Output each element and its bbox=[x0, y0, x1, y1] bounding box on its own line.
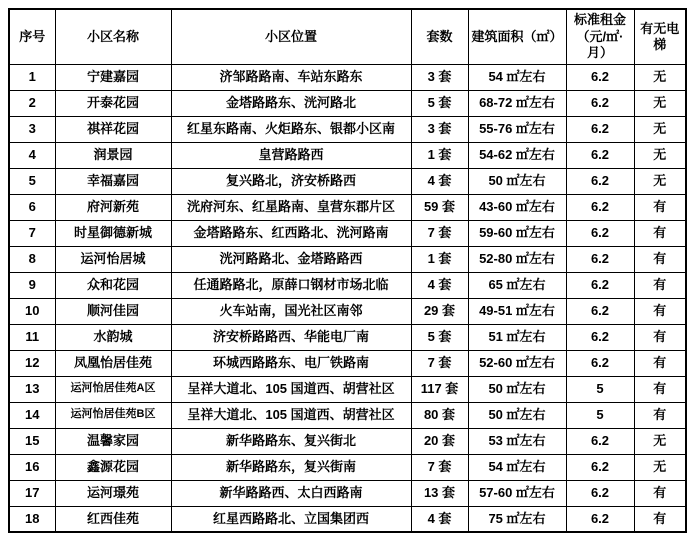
cell-community-name: 水韵城 bbox=[55, 324, 171, 350]
cell-standard-rent: 6.2 bbox=[566, 194, 634, 220]
cell-building-area: 52-60 ㎡左右 bbox=[468, 350, 566, 376]
table-row bbox=[9, 298, 686, 324]
cell-elevator: 有 bbox=[634, 246, 686, 272]
cell-unit-count: 80 套 bbox=[411, 402, 468, 428]
cell-serial-number: 7 bbox=[9, 220, 55, 246]
cell-building-area: 65 ㎡左右 bbox=[468, 272, 566, 298]
cell-elevator: 有 bbox=[634, 480, 686, 506]
cell-building-area: 54 ㎡左右 bbox=[468, 64, 566, 90]
table-body bbox=[9, 64, 686, 532]
column-header-unit-count: 套数 bbox=[411, 9, 468, 64]
cell-unit-count: 1 套 bbox=[411, 246, 468, 272]
cell-serial-number: 11 bbox=[9, 324, 55, 350]
cell-serial-number: 15 bbox=[9, 428, 55, 454]
cell-unit-count: 59 套 bbox=[411, 194, 468, 220]
cell-serial-number: 17 bbox=[9, 480, 55, 506]
cell-serial-number: 14 bbox=[9, 402, 55, 428]
table-row bbox=[9, 90, 686, 116]
cell-standard-rent: 5 bbox=[566, 376, 634, 402]
cell-building-area: 43-60 ㎡左右 bbox=[468, 194, 566, 220]
cell-community-location: 呈祥大道北、105 国道西、胡营社区 bbox=[171, 402, 411, 428]
column-header-building-area: 建筑面积（㎡） bbox=[468, 9, 566, 64]
cell-unit-count: 117 套 bbox=[411, 376, 468, 402]
cell-standard-rent: 6.2 bbox=[566, 480, 634, 506]
cell-elevator: 无 bbox=[634, 168, 686, 194]
cell-elevator: 有 bbox=[634, 194, 686, 220]
cell-building-area: 52-80 ㎡左右 bbox=[468, 246, 566, 272]
cell-standard-rent: 6.2 bbox=[566, 350, 634, 376]
table-row bbox=[9, 480, 686, 506]
cell-standard-rent: 6.2 bbox=[566, 298, 634, 324]
cell-standard-rent: 5 bbox=[566, 402, 634, 428]
cell-elevator: 有 bbox=[634, 220, 686, 246]
cell-community-name: 红西佳苑 bbox=[55, 506, 171, 532]
cell-elevator: 有 bbox=[634, 506, 686, 532]
public-rental-housing-table bbox=[8, 8, 687, 533]
table-row bbox=[9, 194, 686, 220]
cell-community-location: 济邹路路南、车站东路东 bbox=[171, 64, 411, 90]
cell-elevator: 无 bbox=[634, 454, 686, 480]
cell-elevator: 有 bbox=[634, 376, 686, 402]
cell-standard-rent: 6.2 bbox=[566, 168, 634, 194]
cell-unit-count: 20 套 bbox=[411, 428, 468, 454]
cell-unit-count: 5 套 bbox=[411, 90, 468, 116]
cell-community-name: 众和花园 bbox=[55, 272, 171, 298]
cell-community-location: 皇营路路西 bbox=[171, 142, 411, 168]
cell-unit-count: 4 套 bbox=[411, 272, 468, 298]
cell-community-name: 幸福嘉园 bbox=[55, 168, 171, 194]
cell-standard-rent: 6.2 bbox=[566, 142, 634, 168]
cell-community-location: 火车站南，国光社区南邻 bbox=[171, 298, 411, 324]
cell-serial-number: 3 bbox=[9, 116, 55, 142]
cell-standard-rent: 6.2 bbox=[566, 428, 634, 454]
cell-standard-rent: 6.2 bbox=[566, 454, 634, 480]
cell-community-name: 顺河佳园 bbox=[55, 298, 171, 324]
cell-community-location: 复兴路北，济安桥路西 bbox=[171, 168, 411, 194]
cell-community-name: 鑫源花园 bbox=[55, 454, 171, 480]
cell-community-location: 济安桥路路西、华能电厂南 bbox=[171, 324, 411, 350]
cell-serial-number: 8 bbox=[9, 246, 55, 272]
column-header-community-name: 小区名称 bbox=[55, 9, 171, 64]
document-page bbox=[8, 8, 687, 533]
table-row bbox=[9, 428, 686, 454]
cell-community-name: 宁建嘉园 bbox=[55, 64, 171, 90]
cell-elevator: 有 bbox=[634, 272, 686, 298]
cell-community-location: 金塔路路东、红西路北、洸河路南 bbox=[171, 220, 411, 246]
cell-community-name: 润景园 bbox=[55, 142, 171, 168]
cell-building-area: 55-76 ㎡左右 bbox=[468, 116, 566, 142]
cell-unit-count: 4 套 bbox=[411, 506, 468, 532]
cell-serial-number: 2 bbox=[9, 90, 55, 116]
cell-serial-number: 6 bbox=[9, 194, 55, 220]
column-header-elevator: 有无电梯 bbox=[634, 9, 686, 64]
table-row bbox=[9, 376, 686, 402]
cell-unit-count: 4 套 bbox=[411, 168, 468, 194]
cell-elevator: 有 bbox=[634, 350, 686, 376]
cell-community-name: 时星御德新城 bbox=[55, 220, 171, 246]
cell-serial-number: 1 bbox=[9, 64, 55, 90]
cell-elevator: 有 bbox=[634, 402, 686, 428]
cell-building-area: 53 ㎡左右 bbox=[468, 428, 566, 454]
cell-unit-count: 29 套 bbox=[411, 298, 468, 324]
cell-standard-rent: 6.2 bbox=[566, 116, 634, 142]
cell-unit-count: 3 套 bbox=[411, 64, 468, 90]
cell-community-location: 任通路路北，原薛口钢材市场北临 bbox=[171, 272, 411, 298]
cell-building-area: 50 ㎡左右 bbox=[468, 402, 566, 428]
cell-community-name: 运河怡居佳苑B区 bbox=[55, 402, 171, 428]
cell-community-location: 新华路路西、太白西路南 bbox=[171, 480, 411, 506]
cell-elevator: 有 bbox=[634, 324, 686, 350]
table-row bbox=[9, 324, 686, 350]
cell-elevator: 无 bbox=[634, 428, 686, 454]
cell-unit-count: 7 套 bbox=[411, 350, 468, 376]
table-row bbox=[9, 350, 686, 376]
cell-community-name: 运河怡居城 bbox=[55, 246, 171, 272]
cell-serial-number: 12 bbox=[9, 350, 55, 376]
cell-standard-rent: 6.2 bbox=[566, 220, 634, 246]
cell-unit-count: 7 套 bbox=[411, 454, 468, 480]
column-header-standard-rent: 标准租金（元/㎡·月） bbox=[566, 9, 634, 64]
cell-serial-number: 16 bbox=[9, 454, 55, 480]
cell-serial-number: 9 bbox=[9, 272, 55, 298]
cell-unit-count: 1 套 bbox=[411, 142, 468, 168]
cell-standard-rent: 6.2 bbox=[566, 506, 634, 532]
cell-building-area: 51 ㎡左右 bbox=[468, 324, 566, 350]
table-row bbox=[9, 64, 686, 90]
cell-serial-number: 10 bbox=[9, 298, 55, 324]
cell-unit-count: 5 套 bbox=[411, 324, 468, 350]
cell-standard-rent: 6.2 bbox=[566, 246, 634, 272]
cell-standard-rent: 6.2 bbox=[566, 90, 634, 116]
cell-community-name: 祺祥花园 bbox=[55, 116, 171, 142]
table-row bbox=[9, 454, 686, 480]
cell-community-location: 洸河路路北、金塔路路西 bbox=[171, 246, 411, 272]
cell-serial-number: 4 bbox=[9, 142, 55, 168]
cell-elevator: 无 bbox=[634, 116, 686, 142]
cell-building-area: 54 ㎡左右 bbox=[468, 454, 566, 480]
cell-building-area: 50 ㎡左右 bbox=[468, 168, 566, 194]
table-row bbox=[9, 402, 686, 428]
cell-community-location: 金塔路路东、洸河路北 bbox=[171, 90, 411, 116]
cell-community-location: 新华路路东，复兴街南 bbox=[171, 454, 411, 480]
cell-building-area: 54-62 ㎡左右 bbox=[468, 142, 566, 168]
cell-serial-number: 18 bbox=[9, 506, 55, 532]
cell-serial-number: 5 bbox=[9, 168, 55, 194]
cell-building-area: 68-72 ㎡左右 bbox=[468, 90, 566, 116]
cell-building-area: 75 ㎡左右 bbox=[468, 506, 566, 532]
table-row bbox=[9, 272, 686, 298]
column-header-serial-number: 序号 bbox=[9, 9, 55, 64]
cell-community-location: 呈祥大道北、105 国道西、胡营社区 bbox=[171, 376, 411, 402]
cell-community-name: 开泰花园 bbox=[55, 90, 171, 116]
table-row bbox=[9, 506, 686, 532]
cell-building-area: 59-60 ㎡左右 bbox=[468, 220, 566, 246]
cell-elevator: 有 bbox=[634, 298, 686, 324]
cell-elevator: 无 bbox=[634, 64, 686, 90]
cell-unit-count: 3 套 bbox=[411, 116, 468, 142]
cell-standard-rent: 6.2 bbox=[566, 64, 634, 90]
cell-building-area: 50 ㎡左右 bbox=[468, 376, 566, 402]
cell-community-name: 府河新苑 bbox=[55, 194, 171, 220]
table-row bbox=[9, 220, 686, 246]
cell-community-name: 运河怡居佳苑A区 bbox=[55, 376, 171, 402]
cell-community-location: 环城西路路东、电厂铁路南 bbox=[171, 350, 411, 376]
cell-elevator: 无 bbox=[634, 142, 686, 168]
cell-community-name: 凤凰怡居佳苑 bbox=[55, 350, 171, 376]
table-row bbox=[9, 142, 686, 168]
cell-standard-rent: 6.2 bbox=[566, 324, 634, 350]
cell-community-name: 温馨家园 bbox=[55, 428, 171, 454]
cell-community-location: 洸府河东、红星路南、皇营东郡片区 bbox=[171, 194, 411, 220]
table-row bbox=[9, 168, 686, 194]
table-row bbox=[9, 116, 686, 142]
cell-serial-number: 13 bbox=[9, 376, 55, 402]
column-header-community-location: 小区位置 bbox=[171, 9, 411, 64]
header-row bbox=[9, 9, 686, 64]
cell-standard-rent: 6.2 bbox=[566, 272, 634, 298]
cell-elevator: 无 bbox=[634, 90, 686, 116]
cell-building-area: 49-51 ㎡左右 bbox=[468, 298, 566, 324]
cell-community-location: 红星西路路北、立国集团西 bbox=[171, 506, 411, 532]
cell-community-location: 红星东路南、火炬路东、银都小区南 bbox=[171, 116, 411, 142]
cell-unit-count: 7 套 bbox=[411, 220, 468, 246]
cell-community-name: 运河璟苑 bbox=[55, 480, 171, 506]
table-row bbox=[9, 246, 686, 272]
cell-unit-count: 13 套 bbox=[411, 480, 468, 506]
cell-building-area: 57-60 ㎡左右 bbox=[468, 480, 566, 506]
cell-community-location: 新华路路东、复兴街北 bbox=[171, 428, 411, 454]
